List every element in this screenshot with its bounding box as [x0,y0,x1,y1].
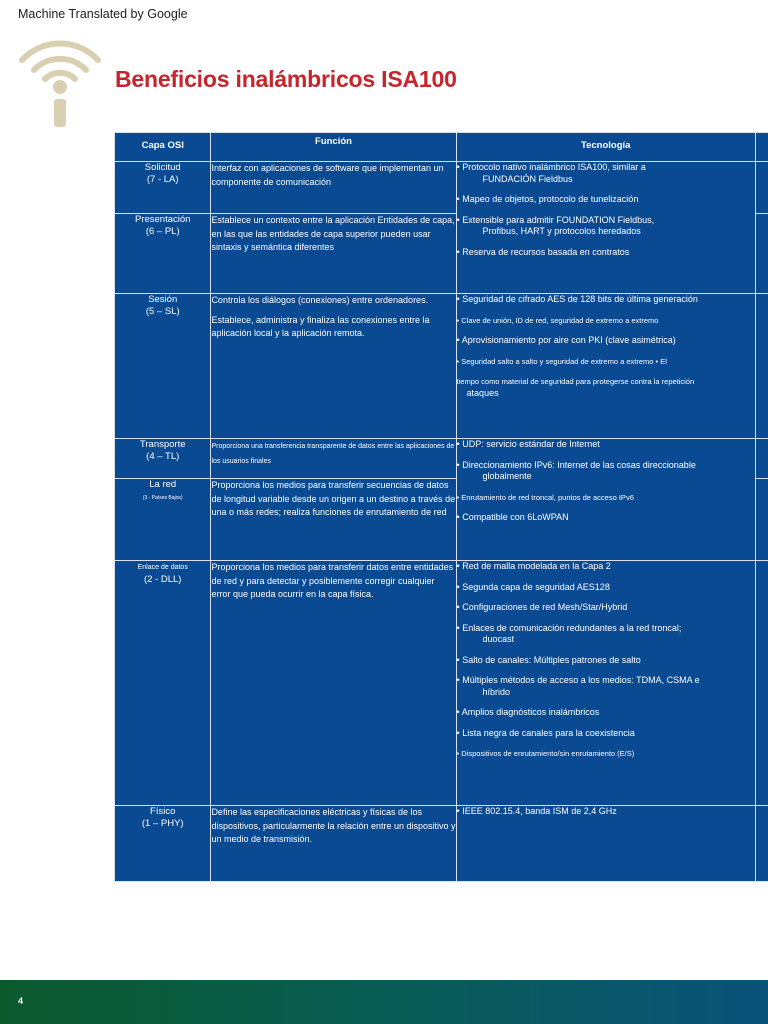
extra-cell [755,806,768,882]
table-row-physical [115,806,768,882]
table-row-session [115,294,768,439]
technology-datalink [456,561,755,806]
layer-name: Enlace de datos [137,564,188,571]
layer-network [115,479,211,561]
tech-item: • Clave de unión, ID de red, seguridad de extremo a extremo [456,315,659,325]
function-transport: Proporciona una transferencia transparente de datos entre las aplicaciones de los usuarios finales [211,439,456,479]
tech-item: • UDP: servicio estándar de Internet [456,439,600,449]
layer-code: (3 - Países Bajos) [142,494,183,501]
layer-physical [115,806,211,882]
tech-item: • Seguridad de cifrado AES de 128 bits de última generación [456,294,698,304]
layer-application [115,162,211,214]
tech-item: • Segunda capa de seguridad AES128 [456,581,610,592]
technology-session [456,294,755,439]
tech-item: • Amplios diagnósticos inalámbricos [456,707,600,717]
function-network: Proporciona los medios para transferir secuencias de datos de longitud variable desde un origen a un destino a través de una o más redes; realiza funciones de enrutamiento de red [211,479,456,561]
function-presentation: Establece un contexto entre la aplicación Entidades de capa, en las que las entidades de capa superior pueden usar sintaxis y semántica diferentes [211,214,456,294]
tech-item: • Compatible con 6LoWPAN [456,512,569,522]
layer-name: Solicitud [144,162,181,173]
machine-translated-banner: Machine Translated by Google [18,7,188,21]
tech-item: • Direccionamiento IPv6: Internet de las cosas direccionable globalmente [456,459,696,481]
header-layer: Capa OSI [115,133,211,162]
page-number: 4 [18,996,24,1006]
layer-transport [115,439,211,479]
table-row-datalink [115,561,768,806]
header-function: Función [211,133,456,162]
tech-item: • Dispositivos de enrutamiento/sin enrutamiento (E/S) [456,749,635,758]
layer-code: (2 - DLL) [143,573,182,585]
footer-bar [0,980,768,1024]
tech-item: • Seguridad salto a salto y seguridad de extremo a extremo • El [456,356,667,366]
tech-item: • Red de malla modelada en la Capa 2 [456,561,611,571]
layer-code: (6 – PL) [145,225,180,237]
function-session [211,294,456,439]
tech-item: tiempo como material de seguridad para protegerse contra la repetición ataques [456,377,695,398]
layer-datalink [115,561,211,806]
table-row-application [115,162,768,214]
layer-code: (4 – TL) [146,450,180,462]
layer-presentation [115,214,211,294]
tech-item: • Reserva de recursos basada en contratos [456,246,630,257]
technology-application-presentation [456,162,755,294]
technology-physical [456,806,755,882]
tech-item: • Enrutamiento de red troncal, puntos de acceso IPv6 [456,492,634,502]
tech-item: • Lista negra de canales para la coexistencia [456,727,635,738]
extra-cell [755,561,768,806]
layer-name: Transporte [139,439,186,450]
osi-layers-table [114,132,768,882]
extra-cell [755,479,768,561]
layer-session [115,294,211,439]
function-application: Interfaz con aplicaciones de software que implementan un componente de comunicación [211,162,456,214]
tech-item: • IEEE 802.15.4, banda ISM de 2,4 GHz [456,806,617,816]
page-title: Beneficios inalámbricos ISA100 [115,66,457,92]
tech-item: • Enlaces de comunicación redundantes a la red troncal; duocast [456,622,682,644]
function-paragraph: Establece, administra y finaliza las conexiones entre la aplicación local y la aplicación remota. [211,314,430,338]
layer-name: La red [149,479,177,490]
tech-item: • Mapeo de objetos, protocolo de tunelización [456,194,639,204]
wifi-antenna-icon [14,20,106,130]
layer-name: Físico [150,806,176,817]
tech-item: • Múltiples métodos de acceso a los medios: TDMA, CSMA e híbrido [456,675,700,697]
layer-code: (7 - LA) [146,173,179,185]
function-physical: Define las especificaciones eléctricas y físicas de los dispositivos, particularmente la relación entre un dispositivo y un medio de transmisión. [211,806,456,882]
header-extra-column [755,133,768,162]
function-datalink: Proporciona los medios para transferir datos entre entidades de red y para detectar y posiblemente corregir cualquier error que pueda ocurrir en la capa física. [211,561,456,806]
layer-name: Presentación [134,214,191,225]
extra-cell [755,214,768,294]
extra-cell [755,439,768,479]
table-header-row [115,133,768,162]
extra-cell [755,162,768,214]
tech-item: • Salto de canales: Múltiples patrones de salto [456,654,641,665]
header-technology: Tecnología [456,133,755,162]
layer-code: (5 – SL) [145,305,180,317]
function-paragraph: Controla los diálogos (conexiones) entre ordenadores. [211,295,429,305]
tech-item: • Configuraciones de red Mesh/Star/Hybrid [456,602,628,612]
extra-cell [755,294,768,439]
layer-code: (1 – PHY) [141,817,184,829]
tech-item: • Extensible para admitir FOUNDATION Fieldbus, Profibus, HART y protocolos heredados [456,214,655,236]
tech-item: • Aprovisionamiento por aire con PKI (clave asimétrica) [456,335,676,345]
table-row-transport [115,439,768,479]
layer-name: Sesión [148,294,178,305]
technology-transport-network [456,439,755,561]
tech-item: • Protocolo nativo inalámbrico ISA100, similar a FUNDACIÓN Fieldbus [456,162,646,184]
